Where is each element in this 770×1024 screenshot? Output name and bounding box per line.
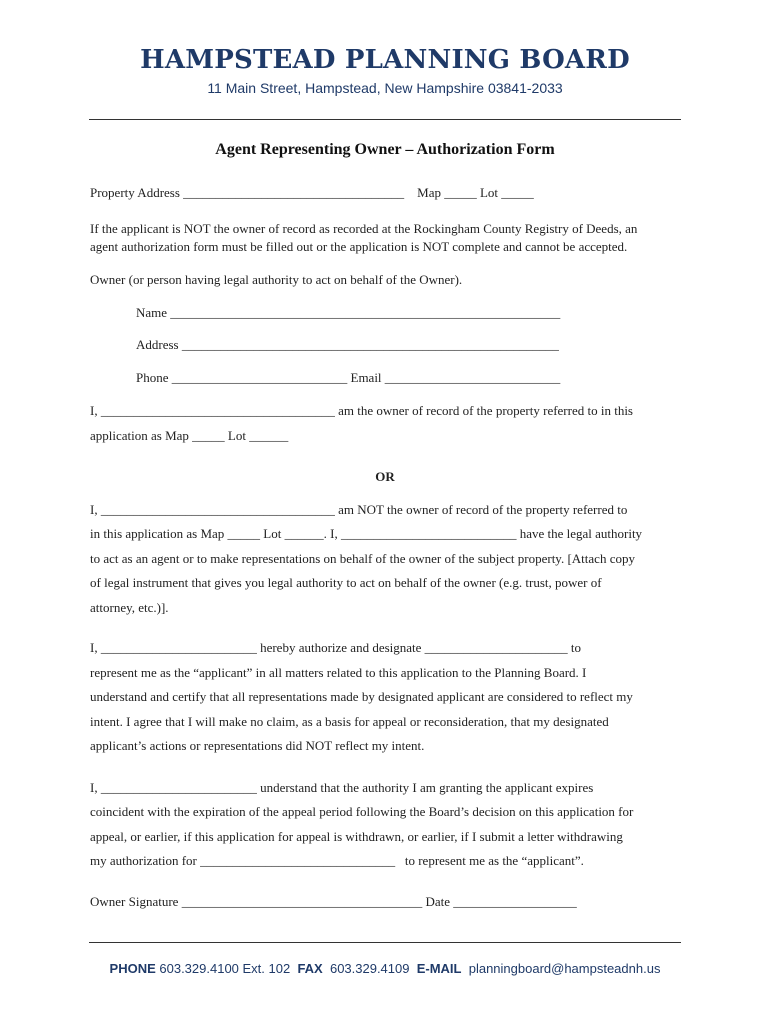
designation-line: understand and certify that all representations made by designated applicant are considered to reflect my xyxy=(90,689,633,704)
agent-declaration-line[interactable]: I, ____________________________________ am NOT the owner of record of the property referred to xyxy=(90,502,628,517)
email-value[interactable]: planningboard@hampsteadnh.us xyxy=(461,961,661,976)
agent-declaration-line[interactable]: in this application as Map _____ Lot ______. I, ___________________________ have the legal authority xyxy=(90,526,643,541)
signature-date-line[interactable]: Owner Signature _____________________________________ Date ___________________ xyxy=(90,894,577,909)
expiration-line: appeal, or earlier, if this application for appeal is withdrawn, or earlier, if I submit a letter withdrawing xyxy=(90,829,623,844)
designation-line: applicant’s actions or representations did NOT reflect my intent. xyxy=(90,738,425,753)
intro-text-line: If the applicant is NOT the owner of record as recorded at the Rockingham County Registry of Deeds, an xyxy=(90,221,638,236)
or-separator: OR xyxy=(375,469,395,484)
property-address-line[interactable]: Property Address __________________________________ Map _____ Lot _____ xyxy=(90,185,534,200)
contact-footer xyxy=(0,961,770,976)
expiration-line[interactable]: I, ________________________ understand that the authority I am granting the applicant expires xyxy=(90,780,594,795)
email-label: E-MAIL xyxy=(416,961,462,976)
board-address: 11 Main Street, Hampstead, New Hampshire 03841-2033 xyxy=(207,80,563,96)
page-title: HAMPSTEAD PLANNING BOARD xyxy=(140,45,630,75)
phone-value: 603.329.4100 Ext. 102 xyxy=(155,961,298,976)
designation-line: intent. I agree that I will make no claim, as a basis for appeal or reconsideration, that my designated xyxy=(90,714,609,729)
designation-line: represent me as the “applicant” in all matters related to this application to the Planning Board. I xyxy=(90,665,587,680)
form-title: Agent Representing Owner – Authorization Form xyxy=(215,141,555,158)
designation-line[interactable]: I, ________________________ hereby authorize and designate ______________________ to xyxy=(90,640,582,655)
header-divider xyxy=(89,119,681,120)
phone-label: PHONE xyxy=(109,961,156,976)
expiration-line: coincident with the expiration of the appeal period following the Board’s decision on this application for xyxy=(90,804,634,819)
fax-value: 603.329.4109 xyxy=(322,961,417,976)
fax-label: FAX xyxy=(297,961,323,976)
agent-declaration-line: to act as an agent or to make representations on behalf of the owner of the subject property. [Attach copy xyxy=(90,551,635,566)
agent-declaration-line: of legal instrument that gives you legal authority to act on behalf of the owner (e.g. trust, power of xyxy=(90,575,602,590)
owner-declaration-line[interactable]: application as Map _____ Lot ______ xyxy=(90,428,289,443)
owner-name-line[interactable]: Name ____________________________________________________________ xyxy=(136,305,561,320)
owner-heading: Owner (or person having legal authority to act on behalf of the Owner). xyxy=(90,272,463,287)
intro-text-line: agent authorization form must be filled out or the application is NOT complete and cannot be accepted. xyxy=(90,239,628,254)
owner-address-line[interactable]: Address __________________________________________________________ xyxy=(136,337,559,352)
footer-divider xyxy=(89,942,681,943)
owner-phone-email-line[interactable]: Phone ___________________________ Email ___________________________ xyxy=(136,370,561,385)
expiration-line[interactable]: my authorization for ______________________________ to represent me as the “applicant”. xyxy=(90,853,584,868)
owner-declaration-line[interactable]: I, ____________________________________ am the owner of record of the property referred to in this xyxy=(90,403,633,418)
agent-declaration-line: attorney, etc.)]. xyxy=(90,600,169,615)
